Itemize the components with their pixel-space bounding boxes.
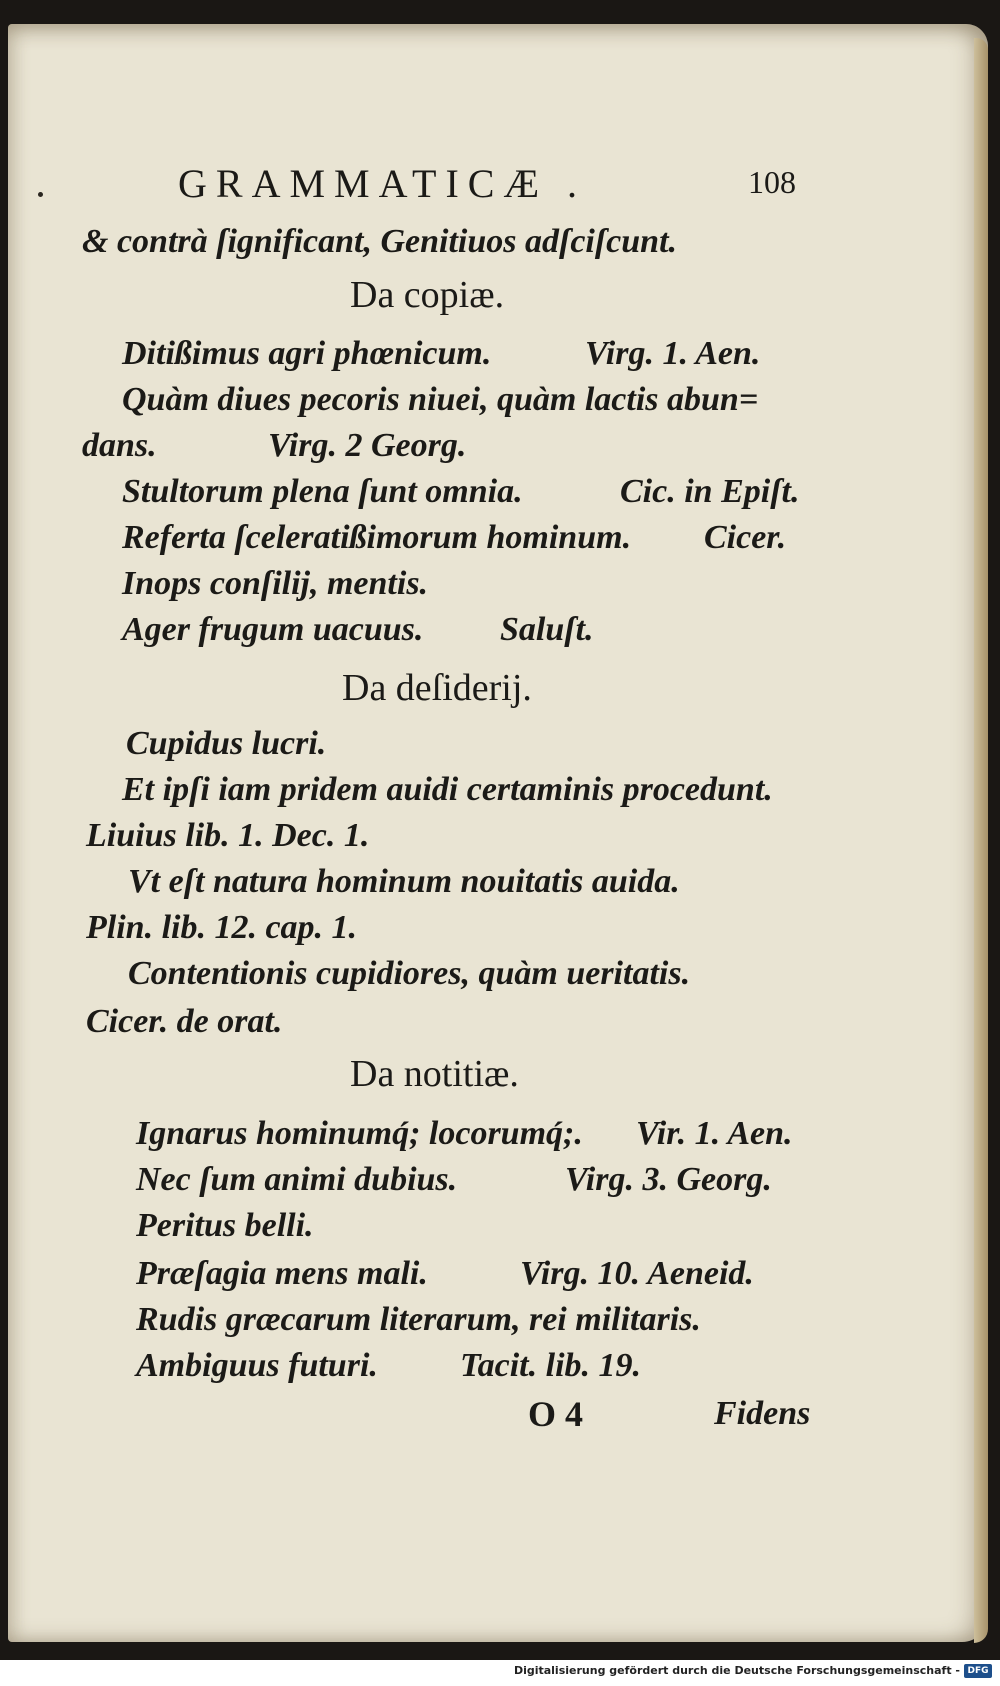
quotation: Vt eſt natura hominum nouitatis auida. [128, 863, 680, 900]
credit-text: Digitalisierung gefördert durch die Deutsche Forschungsgemeinschaft - [513, 1664, 960, 1677]
ink-speck [38, 192, 43, 197]
quotation: Rudis græcarum literarum, rei militaris. [136, 1301, 701, 1338]
section-heading: Da deſiderij. [342, 667, 532, 709]
citation: Plin. lib. 12. cap. 1. [86, 909, 358, 946]
quotation: Referta ſceleratißimorum hominum. [122, 519, 632, 556]
running-head: GRAMMATICÆ . [178, 161, 587, 206]
citation: Virg. 3. Georg. [565, 1161, 772, 1198]
quotation-continuation: dans. [82, 427, 157, 464]
citation: Virg. 10. Aeneid. [520, 1255, 754, 1292]
signature-mark: O 4 [528, 1394, 584, 1434]
dfg-logo: DFG [964, 1664, 992, 1678]
quotation: Stultorum plena ſunt omnia. [122, 473, 523, 510]
page-fore-edge [974, 38, 988, 1643]
citation: Tacit. lib. 19. [460, 1347, 642, 1384]
quotation: Præſagia mens mali. [136, 1255, 428, 1292]
quotation: Ditißimus agri phœnicum. [122, 335, 492, 372]
citation: Virg. 2 Georg. [268, 427, 467, 464]
section-heading: Da copiæ. [350, 274, 505, 316]
page-number: 108 [748, 164, 796, 200]
quotation: Et ipſi iam pridem auidi certaminis procedunt. [122, 771, 773, 808]
quotation: Peritus belli. [136, 1207, 314, 1244]
text-line: & contrà ſignificant, Genitiuos adſciſcunt. [82, 223, 678, 260]
section-heading: Da notitiæ. [350, 1053, 519, 1095]
citation: Virg. 1. Aen. [585, 335, 761, 372]
credit-bar [0, 1660, 1000, 1686]
quotation: Ignarus hominumq́; locorumq́;. [136, 1115, 583, 1152]
catchword: Fidens [714, 1395, 811, 1432]
citation: Vir. 1. Aen. [636, 1115, 793, 1152]
citation: Cic. in Epiſt. [620, 473, 800, 510]
citation: Liuius lib. 1. Dec. 1. [86, 817, 370, 854]
quotation: Ager frugum uacuus. [122, 611, 424, 648]
quotation: Quàm diues pecoris niuei, quàm lactis abun= [122, 381, 759, 418]
citation: Saluſt. [500, 611, 594, 648]
quotation: Ambiguus futuri. [136, 1347, 378, 1384]
quotation: Cupidus lucri. [126, 725, 327, 762]
quotation: Contentionis cupidiores, quàm ueritatis. [128, 955, 691, 992]
quotation: Nec ſum animi dubius. [136, 1161, 458, 1198]
citation: Cicer. [704, 519, 787, 556]
citation: Cicer. de orat. [86, 1003, 283, 1040]
quotation: Inops conſilij, mentis. [122, 565, 429, 602]
